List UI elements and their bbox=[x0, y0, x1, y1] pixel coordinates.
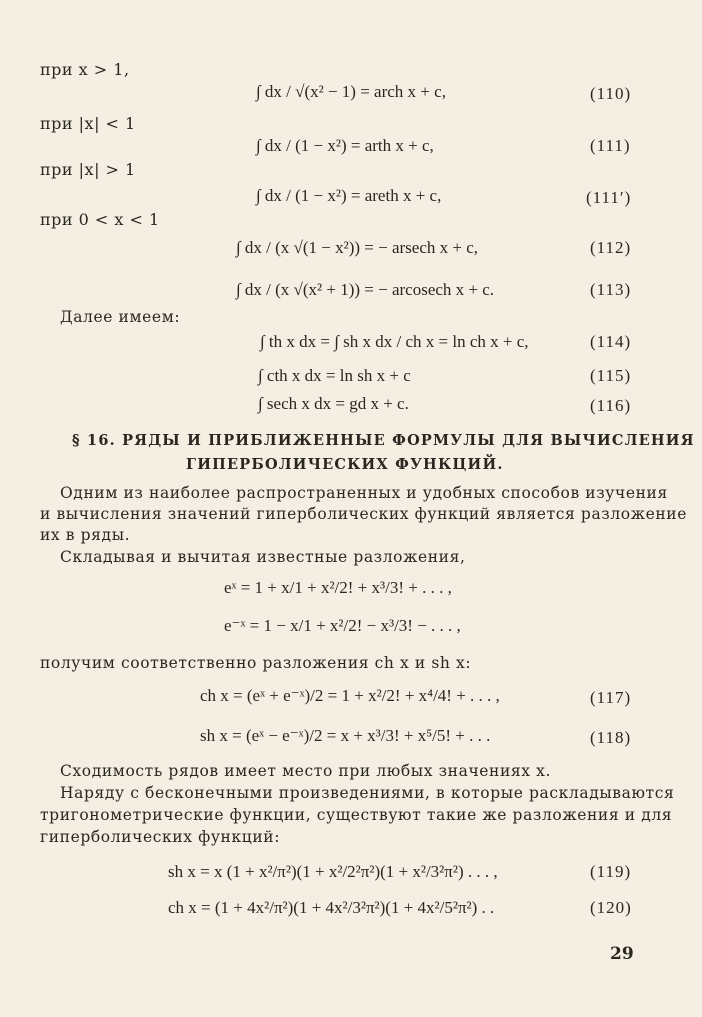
paragraph-4: Сходимость рядов имеет место при любых значениях x. bbox=[60, 762, 552, 780]
equation-number-111-prime: (111′) bbox=[586, 188, 632, 207]
formula-119: sh x = x (1 + x²/π²)(1 + x²/2²π²)(1 + x²/3²π²) . . . , bbox=[168, 862, 498, 881]
paragraph-1-line-1: Одним из наиболее распространенных и удобных способов изучения bbox=[60, 484, 668, 502]
formula-118: sh x = (eˣ − e⁻ˣ)/2 = x + x³/3! + x⁵/5! + . . . bbox=[200, 726, 491, 745]
page-number: 29 bbox=[610, 944, 634, 964]
paragraph-3: получим соответственно разложения ch x и sh x: bbox=[40, 654, 472, 672]
formula-120: ch x = (1 + 4x²/π²)(1 + 4x²/3²π²)(1 + 4x²/5²π²) . . bbox=[168, 898, 495, 917]
formula-110: ∫ dx / √(x² − 1) = arch x + c, bbox=[256, 82, 446, 101]
text-dalee: Далее имеем: bbox=[60, 308, 181, 326]
equation-number-116: (116) bbox=[590, 396, 632, 415]
formula-117: ch x = (eˣ + e⁻ˣ)/2 = 1 + x²/2! + x⁴/4! + . . . , bbox=[200, 686, 500, 705]
equation-number-111: (111) bbox=[590, 136, 631, 155]
condition-111-prime: при |x| > 1 bbox=[40, 160, 136, 179]
paragraph-5-line-2: тригонометрические функции, существуют такие же разложения и для bbox=[40, 806, 673, 824]
condition-110: при x > 1, bbox=[40, 60, 130, 79]
equation-number-117: (117) bbox=[590, 688, 632, 707]
equation-number-119: (119) bbox=[590, 862, 632, 881]
section-heading-line1: § 16. РЯДЫ И ПРИБЛИЖЕННЫЕ ФОРМУЛЫ ДЛЯ ВЫЧИСЛЕНИЯ bbox=[72, 432, 695, 449]
paragraph-2: Складывая и вычитая известные разложения, bbox=[60, 548, 466, 566]
formula-exp-negative: e⁻ˣ = 1 − x/1 + x²/2! − x³/3! − . . . , bbox=[224, 616, 461, 635]
equation-number-114: (114) bbox=[590, 332, 632, 351]
formula-112: ∫ dx / (x √(1 − x²)) = − arsech x + c, bbox=[236, 238, 479, 257]
paragraph-1-line-3: их в ряды. bbox=[40, 526, 131, 544]
formula-116: ∫ sech x dx = gd x + c. bbox=[258, 394, 409, 413]
equation-number-115: (115) bbox=[590, 366, 632, 385]
formula-111-prime: ∫ dx / (1 − x²) = areth x + c, bbox=[256, 186, 442, 205]
paragraph-1-line-2: и вычисления значений гиперболических функций является разложение bbox=[40, 505, 687, 523]
equation-number-113: (113) bbox=[590, 280, 632, 299]
section-heading-line2: ГИПЕРБОЛИЧЕСКИХ ФУНКЦИЙ. bbox=[186, 456, 504, 473]
equation-number-110: (110) bbox=[590, 84, 632, 103]
condition-111: при |x| < 1 bbox=[40, 114, 136, 133]
equation-number-112: (112) bbox=[590, 238, 632, 257]
formula-exp: eˣ = 1 + x/1 + x²/2! + x³/3! + . . . , bbox=[224, 578, 452, 597]
formula-113: ∫ dx / (x √(x² + 1)) = − arcosech x + c. bbox=[236, 280, 495, 299]
paragraph-5-line-3: гиперболических функций: bbox=[40, 828, 281, 846]
formula-115: ∫ cth x dx = ln sh x + c bbox=[258, 366, 411, 385]
paragraph-5-line-1: Наряду с бесконечными произведениями, в которые раскладываются bbox=[60, 784, 675, 802]
formula-111: ∫ dx / (1 − x²) = arth x + c, bbox=[256, 136, 434, 155]
formula-114: ∫ th x dx = ∫ sh x dx / ch x = ln ch x + c, bbox=[260, 332, 529, 351]
condition-112: при 0 < x < 1 bbox=[40, 210, 160, 229]
equation-number-120: (120) bbox=[590, 898, 632, 917]
equation-number-118: (118) bbox=[590, 728, 632, 747]
